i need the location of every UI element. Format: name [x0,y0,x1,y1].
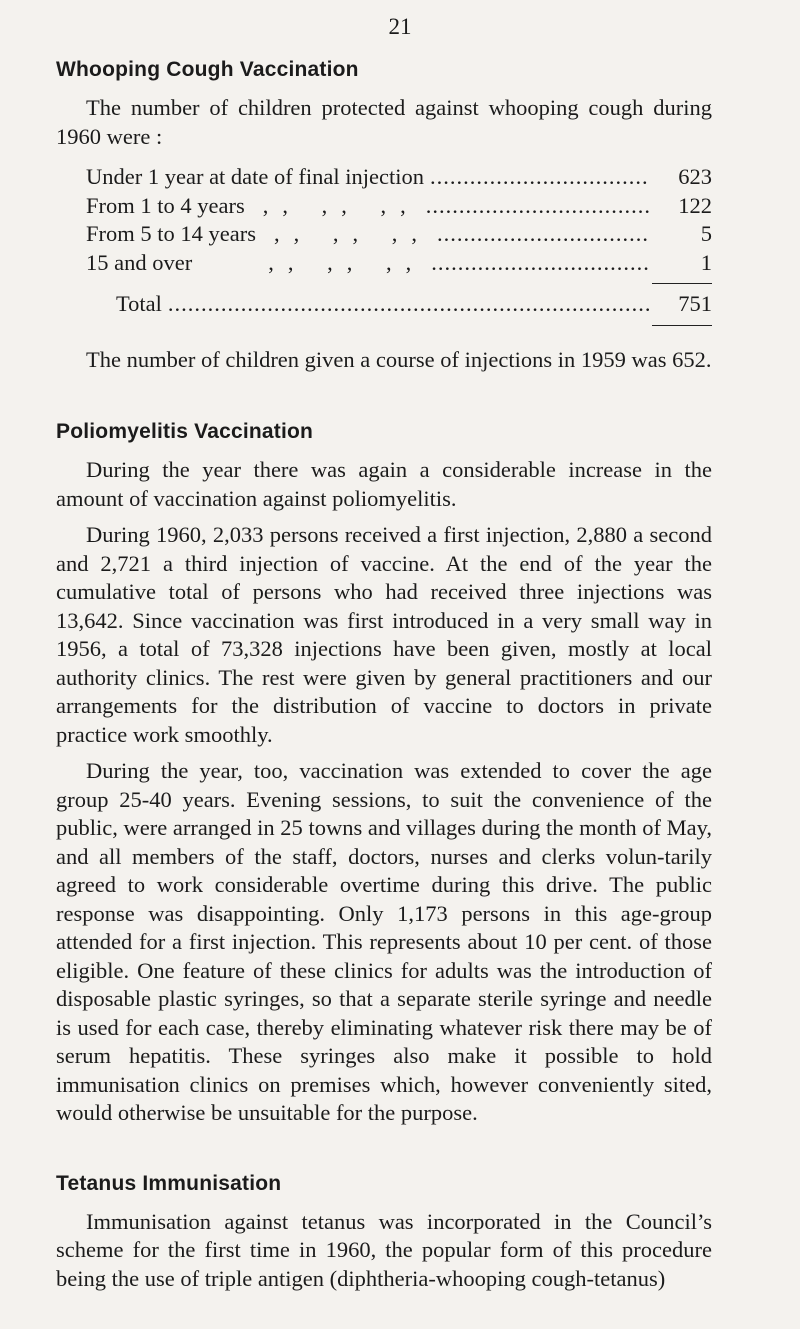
section-heading: Whooping Cough Vaccination [56,58,359,81]
row-label: Under 1 year at date of final injection [86,164,424,189]
row-value: 5 [700,221,712,246]
paragraph: During the year there was again a considerable increase in the amount of vaccination against poliomyelitis. [56,457,712,511]
table-row [56,163,712,192]
table-row [56,192,712,221]
row-value: 623 [678,164,712,189]
ditto-marks: ,, ,, ,, [268,249,426,275]
vaccination-table [56,163,712,332]
leader-dots [168,290,650,319]
paragraph: During the year, too, vaccination was extended to cover the age group 25-40 years. Evening sessions, to suit the convenience of the public, were arranged in 25 towns and villages during the month of May, and all members of the staff, doctors, nurses and clerks volun-tarily agreed to work considerable overtime during this drive. The public response was disappointing. Only 1,173 persons in this age-group attended for a first injection. This represents about 10 per cent. of those eligible. One feature of these clinics for adults was the introduction of disposable plastic syringes, so that a separate sterile syringe and needle is used for each case, thereby eliminating whatever risk there may be of serum hepatitis. These syringes also make it possible to hold immunisation clinics on premises which, however conveniently sited, would otherwise be unsuitable for the purpose. [56,758,712,1125]
leader-dots [431,249,650,278]
total-label: Total [116,291,162,316]
row-value: 1 [700,249,712,275]
total-value: 751 [678,291,712,316]
section-tetanus [56,1172,712,1294]
leader-dots [430,163,650,192]
section-whooping-cough [56,58,712,374]
page-number: 21 [388,14,412,39]
table-row [56,220,712,249]
section-heading: Poliomyelitis Vaccination [56,420,314,443]
sum-rule-top [56,277,712,290]
section-heading: Tetanus Immunisation [56,1171,282,1195]
ditto-marks: ,, ,, ,, [262,192,420,218]
ditto-marks: ,, ,, ,, [273,221,431,246]
document-body [56,58,712,1293]
leader-dots [426,192,650,221]
section-poliomyelitis [56,420,712,1128]
sum-rule-bottom [56,319,712,332]
paragraph: During 1960, 2,033 persons received a first injection, 2,880 a second and 2,721 a third injection of vaccine. At the end of the year the cumulative total of persons who had received three injections was 13,642. Since vaccination was first introduced in a very small way in 1956, a total of 73,328 injections have been given, mostly at local authority clinics. The rest were given by general practitioners and our arrangements for the distribution of vaccine to doctors in private practice work smoothly. [56,522,712,747]
total-row [56,290,712,319]
row-value: 122 [678,192,712,218]
row-label: From 1 to 4 years [86,192,245,218]
paragraph: The number of children protected against whooping cough during 1960 were : [56,95,712,149]
row-label: 15 and over [86,249,193,275]
row-label: From 5 to 14 years [86,221,256,246]
paragraph: The number of children given a course of injections in 1959 was 652. [86,346,712,372]
paragraph: Immunisation against tetanus was incorporated in the Council’s scheme for the first time in 1960, the popular form of this procedure being the use of triple antigen (diphtheria-whooping cough-tetanus) [56,1208,712,1291]
table-row [56,249,712,278]
leader-dots [437,220,650,249]
